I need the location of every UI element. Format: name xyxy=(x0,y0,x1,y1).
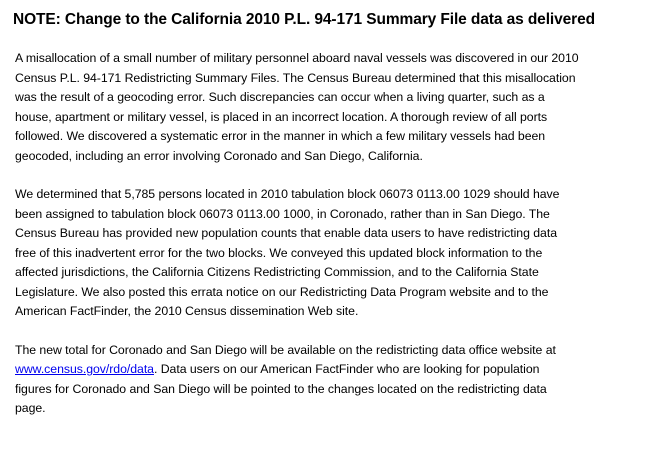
paragraph-line: A misallocation of a small number of military personnel aboard naval vessels was discovered in our 2010 xyxy=(15,51,579,65)
paragraph-line: geocoded, including an error involving Coronado and San Diego, California. xyxy=(15,148,423,163)
paragraph-line-with-link xyxy=(15,360,635,380)
notice-title: NOTE: Change to the California 2010 P.L. 94-171 Summary File data as delivered xyxy=(13,11,595,28)
paragraph-misallocation xyxy=(15,49,635,166)
paragraph-line: Census P.L. 94-171 Redistricting Summary Files. The Census Bureau determined that this misallocation xyxy=(15,70,576,85)
paragraph-line: We determined that 5,785 persons located in 2010 tabulation block 06073 0113.00 1029 should have xyxy=(15,187,560,201)
paragraph-line: been assigned to tabulation block 06073 0113.00 1000, in Coronado, rather than in San Diego. The xyxy=(15,206,550,221)
paragraph-line: was the result of a geocoding error. Such discrepancies can occur when a living quarter, such as a xyxy=(15,90,545,104)
paragraph-line: American FactFinder, the 2010 Census dissemination Web site. xyxy=(15,304,359,318)
rdo-data-link[interactable]: www.census.gov/rdo/data xyxy=(15,362,154,376)
paragraph-determination xyxy=(15,185,635,322)
paragraph-line: followed. We discovered a systematic error in the manner in which a few military vessels had been xyxy=(15,129,546,143)
paragraph-line: house, apartment or military vessel, is placed in an incorrect location. A thorough review of all ports xyxy=(15,109,548,124)
paragraph-line: The new total for Coronado and San Diego will be available on the redistricting data office website at xyxy=(15,342,556,357)
paragraph-line: page. xyxy=(15,401,46,415)
paragraph-line: Census Bureau has provided new population counts that enable data users to have redistricting data xyxy=(15,226,557,240)
paragraph-line: figures for Coronado and San Diego will be pointed to the changes located on the redistricting data xyxy=(15,381,547,396)
paragraph-line-continuation: . Data users on our American FactFinder who are looking for population xyxy=(153,362,540,376)
paragraph-line: affected jurisdictions, the California Citizens Redistricting Commission, and to the California State xyxy=(15,265,539,279)
paragraph-new-total xyxy=(15,341,635,419)
paragraph-line: Legislature. We also posted this errata notice on our Redistricting Data Program website and to the xyxy=(15,284,549,299)
paragraph-line: free of this inadvertent error for the two blocks. We conveyed this updated block information to the xyxy=(15,245,543,260)
